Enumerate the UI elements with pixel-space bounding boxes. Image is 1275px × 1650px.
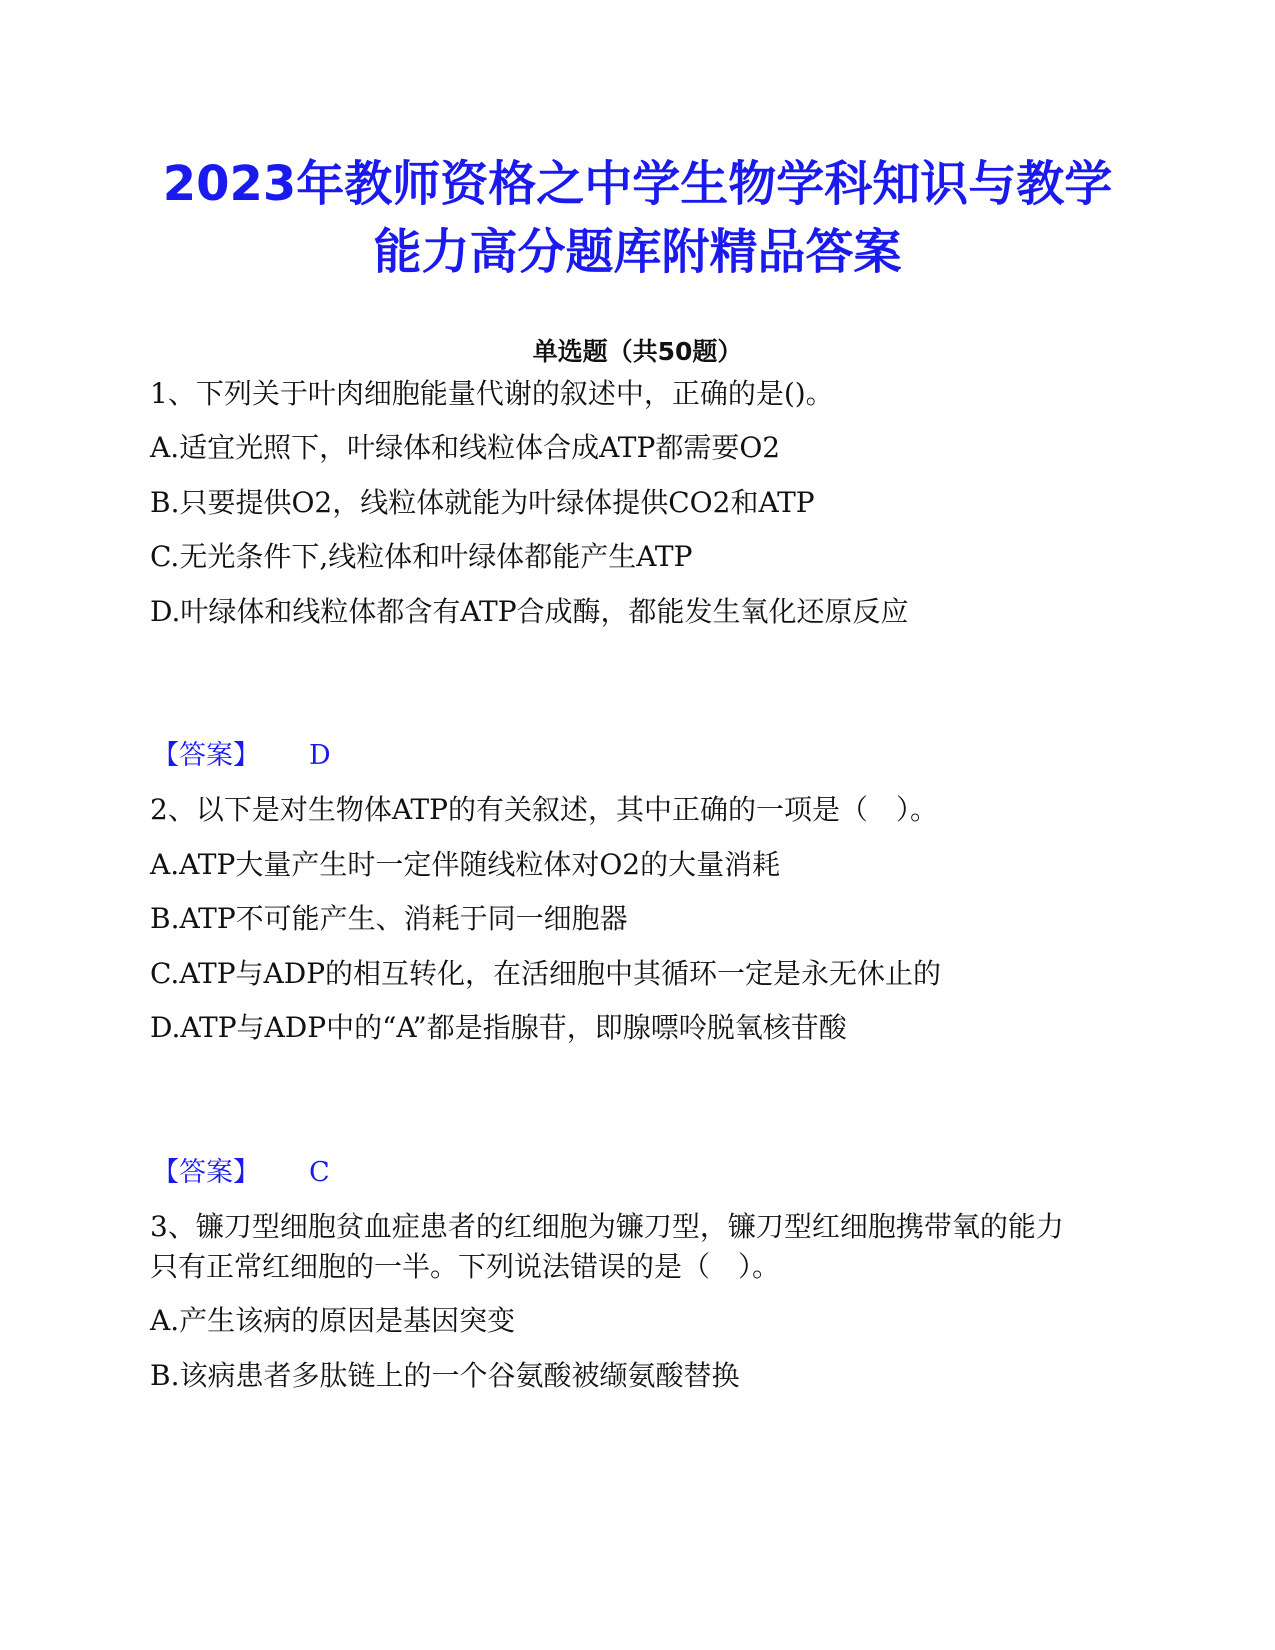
- answer-value: C: [309, 1157, 330, 1188]
- option-c: C.无光条件下,线粒体和叶绿体都能产生ATP: [150, 540, 693, 573]
- option-d: D.叶绿体和线粒体都含有ATP合成酶，都能发生氧化还原反应: [150, 595, 909, 628]
- document-title-line-1: 2023年教师资格之中学生物学科知识与教学: [162, 156, 1113, 212]
- question-stem-continued: 只有正常红细胞的一半。下列说法错误的是（ ）。: [150, 1250, 781, 1283]
- answer-line: [152, 736, 331, 776]
- option-c: C.ATP与ADP的相互转化，在活细胞中其循环一定是永无休止的: [150, 957, 942, 990]
- answer-label: 【答案】: [152, 1157, 260, 1188]
- option-d: D.ATP与ADP中的“A”都是指腺苷，即腺嘌呤脱氧核苷酸: [150, 1011, 847, 1044]
- question-stem: 1、下列关于叶肉细胞能量代谢的叙述中，正确的是()。: [150, 377, 834, 410]
- question-stem: 2、以下是对生物体ATP的有关叙述，其中正确的一项是（ ）。: [150, 793, 939, 826]
- answer-label: 【答案】: [152, 740, 260, 771]
- section-heading: 单选题（共50题）: [532, 337, 743, 366]
- option-b: B.ATP不可能产生、消耗于同一细胞器: [150, 902, 628, 935]
- option-a: A.产生该病的原因是基因突变: [150, 1304, 516, 1337]
- option-a: A.ATP大量产生时一定伴随线粒体对O2的大量消耗: [150, 848, 781, 881]
- question-stem: 3、镰刀型细胞贫血症患者的红细胞为镰刀型，镰刀型红细胞携带氧的能力: [150, 1210, 1064, 1243]
- answer-line: [152, 1153, 330, 1193]
- answer-value: D: [309, 740, 331, 771]
- document-title-line-2: 能力高分题库附精品答案: [373, 224, 902, 280]
- option-b: B.只要提供O2，线粒体就能为叶绿体提供CO2和ATP: [150, 486, 815, 519]
- option-a: A.适宜光照下，叶绿体和线粒体合成ATP都需要O2: [150, 431, 781, 464]
- option-b: B.该病患者多肽链上的一个谷氨酸被缬氨酸替换: [150, 1359, 740, 1392]
